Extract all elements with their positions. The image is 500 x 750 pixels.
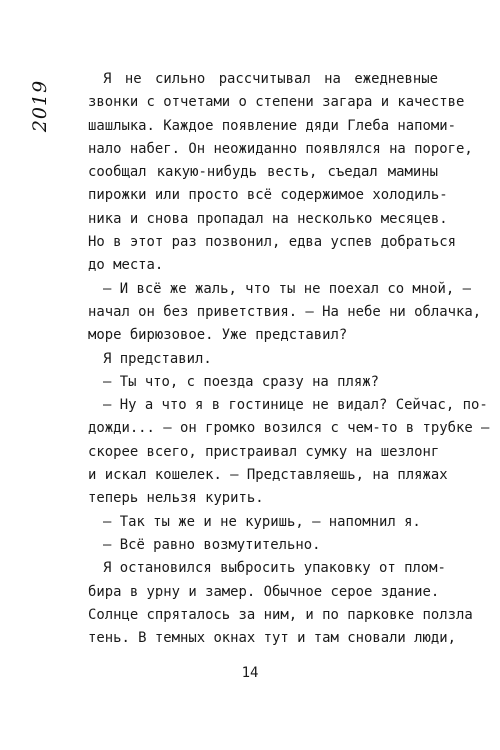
text-line: — Всё равно возмутительно. xyxy=(103,536,321,553)
text-line: нало набег. Он неожиданно появлялся на пороге, xyxy=(88,140,473,157)
text-line: тень. В темных окнах тут и там сновали люди, xyxy=(88,630,456,647)
text-line: Но в этот раз позвонил, едва успев добраться xyxy=(88,234,456,251)
page-number: 14 xyxy=(241,665,259,681)
text-line: шашлыка. Каждое появление дяди Глеба напоми- xyxy=(88,117,456,134)
text-line: Я не сильно рассчитывал на ежедневные xyxy=(103,71,438,87)
text-line: пирожки или просто всё содержимое холодиль- xyxy=(88,187,448,204)
running-head xyxy=(20,76,60,136)
text-line: — Ну а что я в гостинице не видал? Сейчас, по- xyxy=(103,397,488,414)
text-line: и искал кошелек. — Представляешь, на пляжах xyxy=(88,467,448,484)
running-head-year: 2019 xyxy=(29,79,52,133)
text-line: Я представил. xyxy=(103,350,212,367)
text-line: начал он без приветствия. — На небе ни облачка, xyxy=(88,303,482,320)
body-text xyxy=(88,68,490,650)
text-line: — Так ты же и не куришь, — напомнил я. xyxy=(103,513,421,530)
text-line: Солнце спряталось за ним, и по парковке ползла xyxy=(88,606,473,623)
text-line: до места. xyxy=(88,257,164,274)
text-line: — И всё же жаль, что ты не поехал со мной, — xyxy=(103,280,471,297)
text-line: сообщал какую-нибудь весть, съедал мамины xyxy=(88,164,438,181)
text-line: — Ты что, с поезда сразу на пляж? xyxy=(103,373,379,390)
text-line: скорее всего, пристраивал сумку на шезлонг xyxy=(88,443,440,460)
text-line: бира в урну и замер. Обычное серое здание. xyxy=(88,583,440,600)
text-line: Я остановился выбросить упаковку от плом- xyxy=(103,560,446,577)
text-line: море бирюзовое. Уже представил? xyxy=(88,327,348,344)
text-line: ника и снова пропадал на несколько месяцев. xyxy=(88,210,448,227)
text-line: звонки с отчетами о степени загара и качестве xyxy=(88,94,465,111)
text-line: теперь нельзя курить. xyxy=(88,490,264,507)
text-line: дожди... — он громко возился с чем-то в трубке — xyxy=(88,420,490,437)
